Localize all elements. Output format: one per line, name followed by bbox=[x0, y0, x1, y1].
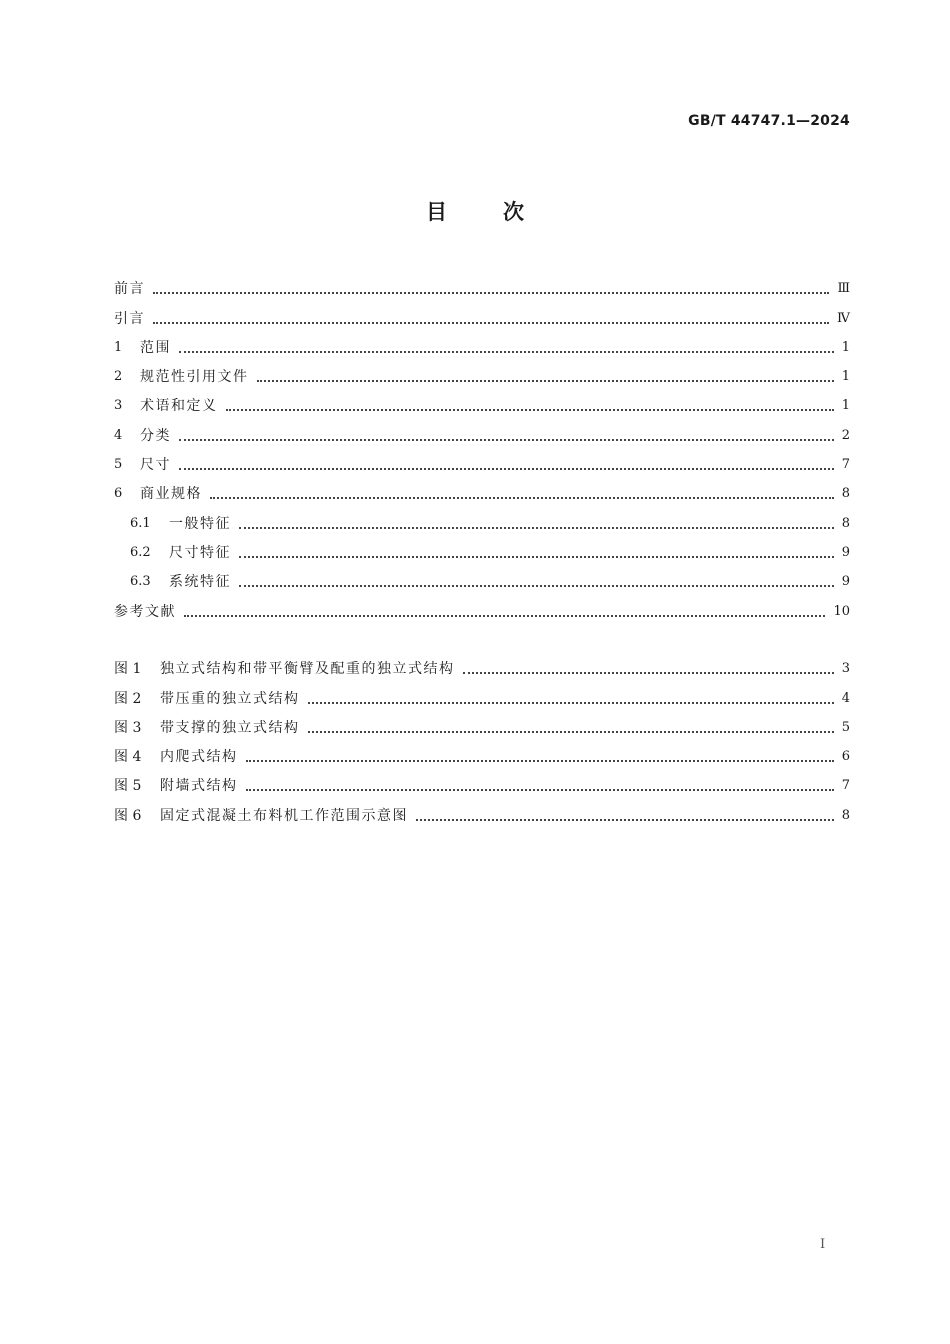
toc-entry-label: 尺寸特征 bbox=[169, 544, 231, 561]
toc-entry[interactable] bbox=[114, 475, 850, 504]
toc-entry-number: 3 bbox=[114, 398, 123, 414]
figure-entry-label: 独立式结构和带平衡臂及配重的独立式结构 bbox=[160, 661, 455, 678]
figure-entry-number: 图 2 bbox=[114, 690, 142, 707]
figure-entry-number: 图 6 bbox=[114, 807, 142, 824]
toc-entry-label: 尺寸 bbox=[140, 457, 171, 474]
toc-entry-page: 1 bbox=[841, 339, 850, 355]
toc-entry-page: 1 bbox=[841, 398, 850, 414]
toc-entry-label: 一般特征 bbox=[169, 515, 231, 532]
toc-entry-label: 前言 bbox=[114, 281, 145, 298]
figure-entry-page: 6 bbox=[841, 749, 850, 765]
figure-entry[interactable] bbox=[114, 650, 850, 679]
toc-entry-page: 1 bbox=[841, 369, 850, 385]
dot-leader bbox=[246, 760, 834, 762]
toc-entry[interactable] bbox=[114, 329, 850, 358]
toc-entry-number: 2 bbox=[114, 369, 123, 385]
dot-leader bbox=[179, 351, 834, 353]
toc-entry-page: 9 bbox=[841, 574, 850, 590]
toc-entry-page: Ⅲ bbox=[837, 281, 850, 297]
toc-entry[interactable] bbox=[114, 592, 850, 621]
dot-leader bbox=[184, 615, 825, 617]
table-of-contents bbox=[114, 270, 850, 622]
toc-entry[interactable] bbox=[114, 270, 850, 299]
toc-entry-label: 分类 bbox=[140, 427, 171, 444]
toc-entry-page: 9 bbox=[841, 544, 850, 560]
toc-entry[interactable] bbox=[114, 416, 850, 445]
toc-entry[interactable] bbox=[114, 358, 850, 387]
toc-entry-page: 8 bbox=[841, 486, 850, 502]
figure-entry-number: 图 4 bbox=[114, 749, 142, 766]
figure-entry-page: 8 bbox=[841, 807, 850, 823]
toc-entry[interactable] bbox=[114, 387, 850, 416]
toc-entry-label: 系统特征 bbox=[169, 574, 231, 591]
figure-entry-label: 带支撑的独立式结构 bbox=[160, 719, 300, 736]
toc-entry-label: 规范性引用文件 bbox=[140, 369, 249, 386]
dot-leader bbox=[239, 556, 834, 558]
toc-entry-number: 6.2 bbox=[130, 544, 151, 560]
page-title: 目次 bbox=[426, 200, 580, 224]
figure-entry-label: 固定式混凝土布料机工作范围示意图 bbox=[160, 807, 408, 824]
toc-entry[interactable] bbox=[114, 563, 850, 592]
toc-entry-label: 术语和定义 bbox=[140, 398, 218, 415]
figure-entry[interactable] bbox=[114, 709, 850, 738]
dot-leader bbox=[153, 322, 829, 324]
toc-entry-page: 10 bbox=[833, 603, 850, 619]
figure-entry-page: 7 bbox=[841, 778, 850, 794]
toc-entry-page: Ⅳ bbox=[837, 310, 850, 326]
figure-entry-label: 带压重的独立式结构 bbox=[160, 690, 300, 707]
toc-entry[interactable] bbox=[114, 446, 850, 475]
toc-entry-page: 7 bbox=[841, 457, 850, 473]
toc-entry[interactable] bbox=[114, 299, 850, 328]
dot-leader bbox=[246, 789, 834, 791]
toc-entry-page: 8 bbox=[841, 515, 850, 531]
figure-entry-label: 内爬式结构 bbox=[160, 749, 238, 766]
toc-entry-number: 1 bbox=[114, 339, 123, 355]
dot-leader bbox=[239, 585, 834, 587]
toc-entry-label: 商业规格 bbox=[140, 486, 202, 503]
dot-leader bbox=[308, 702, 834, 704]
figure-entry-number: 图 1 bbox=[114, 661, 142, 678]
figure-entry-page: 4 bbox=[841, 690, 850, 706]
figure-entry[interactable] bbox=[114, 796, 850, 825]
dot-leader bbox=[210, 497, 834, 499]
figure-entry-number: 图 3 bbox=[114, 719, 142, 736]
dot-leader bbox=[463, 672, 834, 674]
figure-entry-label: 附墙式结构 bbox=[160, 778, 238, 795]
dot-leader bbox=[416, 819, 834, 821]
toc-entry-page: 2 bbox=[841, 427, 850, 443]
figure-entry-page: 5 bbox=[841, 719, 850, 735]
figure-entry-page: 3 bbox=[841, 661, 850, 677]
dot-leader bbox=[226, 409, 834, 411]
list-of-figures bbox=[114, 650, 850, 826]
dot-leader bbox=[179, 468, 834, 470]
toc-entry[interactable] bbox=[114, 504, 850, 533]
toc-entry-number: 4 bbox=[114, 427, 123, 443]
toc-entry-number: 6.1 bbox=[130, 515, 151, 531]
toc-entry-label: 参考文献 bbox=[114, 603, 176, 620]
toc-entry[interactable] bbox=[114, 534, 850, 563]
dot-leader bbox=[179, 439, 834, 441]
toc-entry-number: 6 bbox=[114, 486, 123, 502]
toc-entry-number: 5 bbox=[114, 457, 123, 473]
dot-leader bbox=[308, 731, 834, 733]
toc-entry-number: 6.3 bbox=[130, 574, 151, 590]
figure-entry[interactable] bbox=[114, 738, 850, 767]
footer-page-number: Ⅰ bbox=[820, 1237, 826, 1252]
toc-entry-label: 范围 bbox=[140, 339, 171, 356]
figure-entry[interactable] bbox=[114, 767, 850, 796]
toc-entry-label: 引言 bbox=[114, 310, 145, 327]
dot-leader bbox=[153, 292, 829, 294]
standard-code: GB/T 44747.1—2024 bbox=[688, 113, 850, 129]
figure-entry[interactable] bbox=[114, 679, 850, 708]
figure-entry-number: 图 5 bbox=[114, 778, 142, 795]
dot-leader bbox=[239, 527, 834, 529]
dot-leader bbox=[257, 380, 834, 382]
